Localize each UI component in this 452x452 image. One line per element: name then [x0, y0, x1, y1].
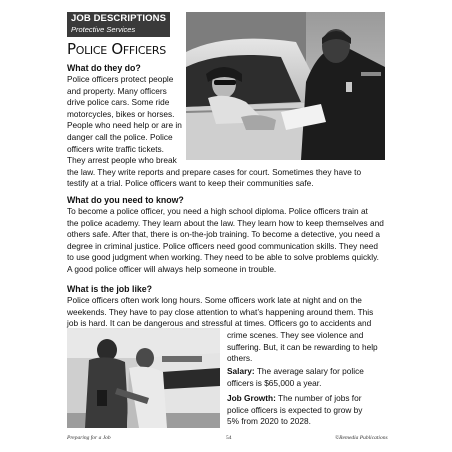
text-line: the law. They write reports and prepare cases for court. Sometimes they have to [67, 166, 362, 177]
header-subtitle: Protective Services [71, 25, 136, 34]
footer-copyright: ©Remedia Publications [335, 435, 388, 441]
paragraph-what-do-they-do [67, 74, 361, 190]
text-line: They arrest people who break [67, 155, 177, 166]
paragraph-what-do-you-need-to-know [67, 206, 384, 276]
job-growth-block [227, 393, 362, 428]
text-line: and property. Many officers [67, 85, 167, 96]
text-line: drive police cars. Some ride [67, 97, 170, 108]
text-line: To become a police officer, you need a high school diploma. Police officers train at [67, 206, 368, 216]
text-line: others. [227, 353, 253, 364]
text-line: Police officers protect people [67, 74, 174, 84]
footer-page-number: 54 [226, 435, 232, 441]
salary-line [227, 366, 364, 378]
text-line: A good police officer will always help someone in trouble. [67, 263, 277, 274]
heading-what-do-you-need-to-know: What do you need to know? [67, 195, 184, 205]
text-line: Police officers often work long hours. Some officers work late at night and on the [67, 295, 362, 305]
page-title: Police Officers [67, 40, 166, 58]
arrest-photo [67, 328, 220, 428]
text-line: others safe. After that, there is on-the-job training. To become a detective, you need a [67, 229, 381, 240]
text-line: job is hard. It can be dangerous and stressful at times. Officers go to accidents and [67, 318, 372, 329]
salary-label: Salary: [227, 366, 255, 376]
paragraph-what-is-the-job-like [67, 295, 373, 330]
header-banner [67, 12, 170, 37]
text-line: danger call the police. Police [67, 131, 173, 142]
text-line: the police academy. They learn about the law. They learn how to keep themselves and [67, 217, 384, 228]
text-line: degree in criminal justice. Police officers need good communication skills. They need [67, 240, 378, 251]
text-line: officers write traffic tickets. [67, 143, 164, 154]
salary-text: The average salary for police [254, 366, 364, 376]
text-line: weekends. They have to pay close attention to what’s happening around them. This [67, 306, 374, 317]
heading-what-do-they-do: What do they do? [67, 63, 141, 73]
header-title: JOB DESCRIPTIONS [71, 13, 167, 24]
text-line: testify at a trial. Police officers want to keep their communities safe. [67, 178, 314, 189]
growth-line [227, 393, 362, 405]
growth-text: police officers is expected to grow by [227, 404, 363, 415]
salary-text: officers is $65,000 a year. [227, 377, 322, 388]
text-line: People who need help or are in [67, 120, 182, 131]
text-line: suffering. But, it can be rewarding to help [227, 341, 378, 352]
salary-block [227, 366, 364, 389]
job-growth-label: Job Growth: [227, 393, 276, 403]
text-line: crime scenes. They see violence and [227, 330, 364, 340]
paragraph-job-like-continued [227, 330, 378, 365]
text-line: to use good judgment when working. They need to be able to solve problems quickly. [67, 252, 379, 263]
growth-text: The number of jobs for [275, 393, 362, 403]
growth-text: 5% from 2020 to 2028. [227, 416, 311, 427]
text-line: motorcycles, bikes or horses. [67, 108, 175, 119]
heading-what-is-the-job-like: What is the job like? [67, 284, 153, 294]
footer-book-title: Preparing for a Job [67, 435, 111, 441]
